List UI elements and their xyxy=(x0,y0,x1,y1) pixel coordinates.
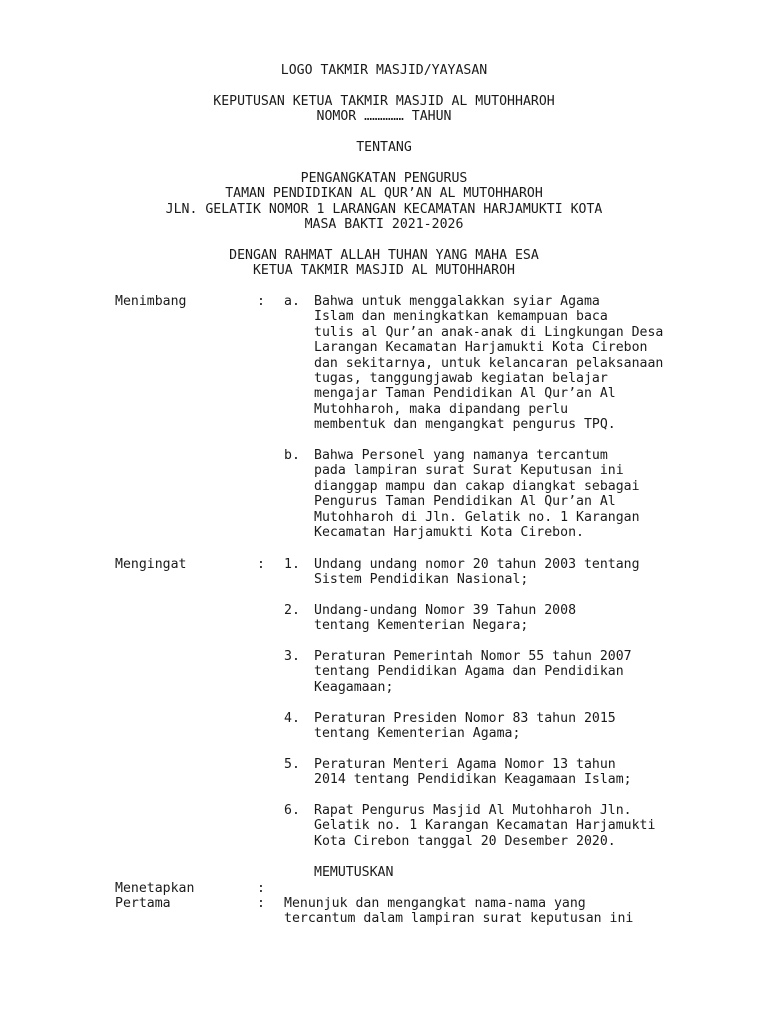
text-line: Rapat Pengurus Masjid Al Mutohharoh Jln. xyxy=(314,803,632,818)
logo-placeholder-text: LOGO TAKMIR MASJID/YAYASAN xyxy=(280,63,488,78)
text-line: Peraturan Menteri Agama Nomor 13 tahun xyxy=(314,757,616,772)
mengingat-item-5 xyxy=(314,757,667,788)
mengingat-item-1 xyxy=(314,557,667,588)
item-marker: 3. xyxy=(284,649,300,664)
text-line: Peraturan Presiden Nomor 83 tahun 2015 xyxy=(314,711,616,726)
text-line: dianggap mampu dan cakap diangkat sebagai xyxy=(314,478,640,494)
menimbang-item-a xyxy=(314,294,667,433)
item-marker: b. xyxy=(284,448,300,463)
text-line: mengajar Taman Pendidikan Al Qur’an Al xyxy=(314,386,616,402)
text-line: Bahwa Personel yang namanya tercantum xyxy=(314,448,608,463)
text-line: tentang Pendidikan Agama dan Pendidikan xyxy=(314,664,624,680)
pertama-text xyxy=(284,896,667,927)
item-marker: 2. xyxy=(284,603,300,618)
mengingat-item-4 xyxy=(314,711,667,742)
decree-title: KEPUTUSAN KETUA TAKMIR MASJID AL MUTOHHAROH xyxy=(213,94,555,109)
text-line: 2014 tentang Pendidikan Keagamaan Islam; xyxy=(314,772,632,788)
subject-line: JLN. GELATIK NOMOR 1 LARANGAN KECAMATAN HARJAMUKTI KOTA xyxy=(165,202,603,217)
text-line: tulis al Qur’an anak-anak di Lingkungan Desa xyxy=(314,324,664,340)
text-line: Keagamaan; xyxy=(314,679,394,695)
pertama-colon: : xyxy=(257,896,265,911)
menetapkan-label: Menetapkan xyxy=(115,881,195,896)
text-line: Undang undang nomor 20 tahun 2003 tentang xyxy=(314,557,640,572)
text-line: tentang Kementerian Agama; xyxy=(314,726,521,742)
mengingat-label: Mengingat xyxy=(115,557,187,572)
text-line: Kecamatan Harjamukti Kota Cirebon. xyxy=(314,525,584,541)
item-marker: 4. xyxy=(284,711,300,726)
mengingat-item-3 xyxy=(314,649,667,695)
text-line: Pengurus Taman Pendidikan Al Qur’an Al xyxy=(314,494,616,510)
item-marker: 1. xyxy=(284,557,300,572)
menimbang-label: Menimbang xyxy=(115,294,187,309)
text-line: Gelatik no. 1 Karangan Kecamatan Harjamukti xyxy=(314,818,656,834)
text-line: tercantum dalam lampiran surat keputusan ini xyxy=(284,911,634,927)
mengingat-item-2 xyxy=(314,603,667,634)
text-line: Islam dan meningkatkan kemampuan baca xyxy=(314,309,608,325)
text-line: Bahwa untuk menggalakkan syiar Agama xyxy=(314,294,600,309)
text-line: Sistem Pendidikan Nasional; xyxy=(314,572,529,588)
subject-line: TAMAN PENDIDIKAN AL QUR’AN AL MUTOHHAROH xyxy=(225,186,543,201)
text-line: Mutohharoh di Jln. Gelatik no. 1 Karangan xyxy=(314,509,640,525)
text-line: Mutohharoh, maka dipandang perlu xyxy=(314,401,569,417)
text-line: tugas, tanggungjawab kegiatan belajar xyxy=(314,371,608,387)
text-line: membentuk dan mengangkat pengurus TPQ. xyxy=(314,417,616,433)
subject-line: MASA BAKTI 2021-2026 xyxy=(304,217,464,232)
menetapkan-colon: : xyxy=(257,881,265,896)
pertama-label: Pertama xyxy=(115,896,171,911)
text-line: Menunjuk dan mengangkat nama-nama yang xyxy=(284,896,586,911)
about-heading: TENTANG xyxy=(356,140,412,155)
subject-line: PENGANGKATAN PENGURUS xyxy=(300,171,468,186)
text-line: tentang Kementerian Negara; xyxy=(314,618,529,634)
decree-number: NOMOR …………… TAHUN xyxy=(316,109,452,124)
text-line: Kota Cirebon tanggal 20 Desember 2020. xyxy=(314,833,616,849)
text-line: pada lampiran surat Surat Keputusan ini xyxy=(314,463,624,479)
item-marker: 6. xyxy=(284,803,300,818)
mengingat-colon: : xyxy=(257,557,265,572)
authority-line: KETUA TAKMIR MASJID AL MUTOHHAROH xyxy=(252,263,515,278)
item-marker: a. xyxy=(284,294,300,309)
mengingat-item-6 xyxy=(314,803,667,849)
text-line: dan sekitarnya, untuk kelancaran pelaksanaan xyxy=(314,355,664,371)
memutuskan-heading: MEMUTUSKAN xyxy=(314,865,394,880)
menimbang-item-b xyxy=(314,448,667,540)
text-line: Larangan Kecamatan Harjamukti Kota Cirebon xyxy=(314,340,648,356)
menimbang-colon: : xyxy=(257,294,265,309)
item-marker: 5. xyxy=(284,757,300,772)
text-line: Undang-undang Nomor 39 Tahun 2008 xyxy=(314,603,577,618)
text-line: Peraturan Pemerintah Nomor 55 tahun 2007 xyxy=(314,649,632,664)
blessing-line: DENGAN RAHMAT ALLAH TUHAN YANG MAHA ESA xyxy=(229,248,539,263)
